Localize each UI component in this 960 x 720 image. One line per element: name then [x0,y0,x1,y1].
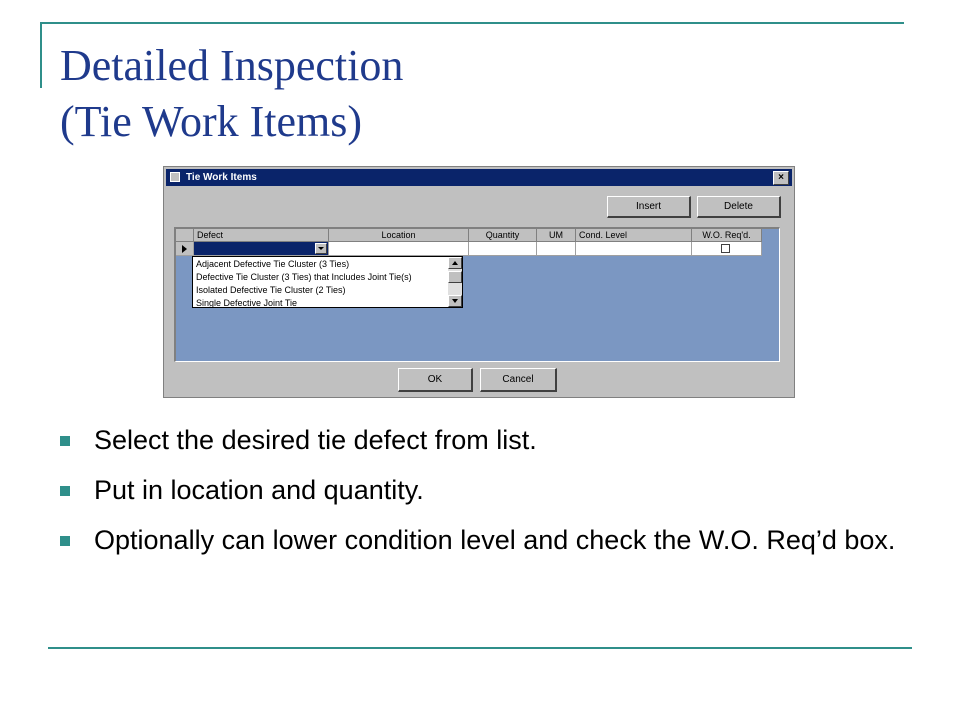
list-scrollbar[interactable] [448,257,462,307]
insert-button[interactable]: Insert [607,196,691,218]
close-button[interactable]: × [773,171,789,185]
bullet-text: Select the desired tie defect from list. [94,425,537,455]
list-item[interactable]: Single Defective Joint Tie [196,298,298,308]
scroll-up-icon[interactable] [448,257,462,269]
defect-dropdown-list[interactable] [192,256,463,308]
bullet-item [60,524,920,556]
wo-reqd-cell[interactable] [692,242,762,256]
bullet-item [60,474,920,506]
wo-reqd-checkbox[interactable] [721,244,730,253]
col-defect[interactable]: Defect [194,229,329,242]
ok-button[interactable]: OK [398,368,473,392]
list-item[interactable]: Isolated Defective Tie Cluster (2 Ties) [196,285,346,295]
scroll-thumb[interactable] [448,271,462,283]
left-rule [40,22,42,88]
square-bullet-icon [60,486,70,496]
bullet-item [60,424,920,456]
bottom-rule [48,647,912,649]
col-um[interactable]: UM [537,229,576,242]
defect-cell[interactable] [194,242,329,256]
top-rule [40,22,904,24]
window-icon [170,172,180,182]
quantity-cell[interactable] [469,242,537,256]
delete-button[interactable]: Delete [697,196,781,218]
square-bullet-icon [60,536,70,546]
col-wo-reqd[interactable]: W.O. Req'd. [692,229,762,242]
list-item[interactable]: Adjacent Defective Tie Cluster (3 Ties) [196,259,350,269]
bullet-text: Put in location and quantity. [94,475,424,505]
col-cond-level[interactable]: Cond. Level [576,229,692,242]
col-location[interactable]: Location [329,229,469,242]
chevron-down-icon[interactable] [315,243,327,254]
row-selector[interactable] [176,242,194,256]
bullet-text: Optionally can lower condition level and check the W.O. Req’d box. [94,525,896,555]
square-bullet-icon [60,436,70,446]
cancel-button[interactable]: Cancel [480,368,557,392]
bullet-list [60,424,920,574]
um-cell[interactable] [537,242,576,256]
col-quantity[interactable]: Quantity [469,229,537,242]
list-item[interactable]: Defective Tie Cluster (3 Ties) that Includes Joint Tie(s) [196,272,412,282]
dialog-titlebar [166,169,792,186]
scroll-down-icon[interactable] [448,295,462,307]
tie-work-items-dialog [163,166,795,398]
grid-corner [176,229,194,242]
cond-level-cell[interactable] [576,242,692,256]
slide-title-line1: Detailed Inspection [60,41,404,90]
slide-title-line2: (Tie Work Items) [60,97,363,146]
current-row-arrow-icon [182,245,187,253]
slide-title [60,38,403,150]
location-cell[interactable] [329,242,469,256]
dialog-title: Tie Work Items [186,172,257,183]
